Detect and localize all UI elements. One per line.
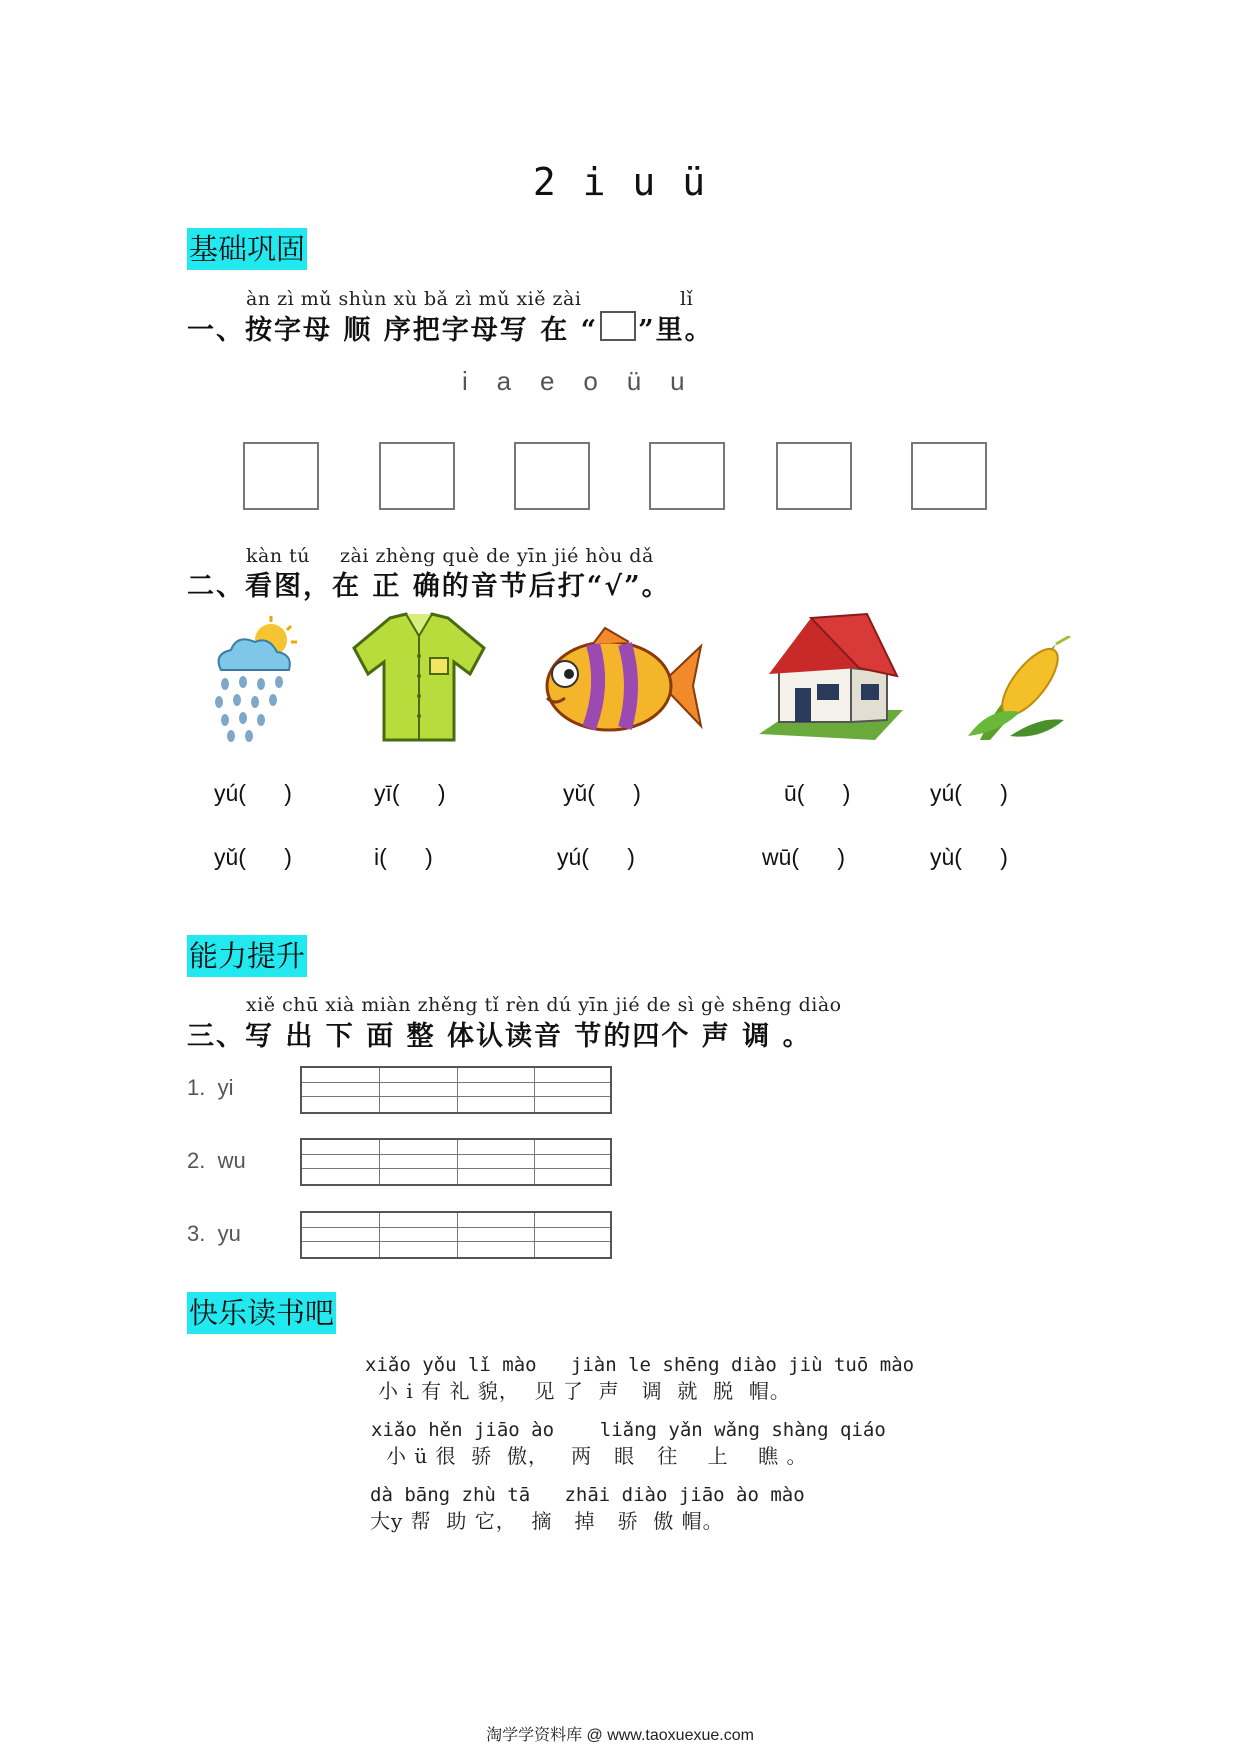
item-label-yu: 3. yu — [187, 1221, 241, 1246]
option-shirt-1[interactable]: yī( ) — [374, 780, 446, 806]
question-1 — [187, 308, 714, 347]
answer-box-3[interactable] — [514, 442, 590, 510]
corn-icon — [960, 636, 1072, 744]
option-fish-1[interactable]: yǔ( ) — [563, 780, 641, 806]
q1-pinyin: àn zì mǔ shùn xù bǎ zì mǔ xiě zài — [246, 288, 582, 310]
option-fish-2[interactable]: yú( ) — [557, 844, 635, 870]
poem-line-2-text: 小 ü 很 骄 傲， 两 眼 往 上 瞧 。 — [386, 1444, 808, 1468]
section-tag-basic: 基础巩固 — [187, 228, 307, 270]
option-corn-1[interactable]: yú( ) — [930, 780, 1008, 806]
page-title: 2 i u ü — [532, 160, 708, 204]
poem-line-2-pinyin: xiǎo hěn jiāo ào liǎng yǎn wǎng shàng qiáo — [371, 1419, 886, 1441]
fish-icon — [533, 626, 705, 744]
question-2: 二、看图，在 正 确的音节后打“√”。 — [187, 571, 671, 602]
option-rain-2[interactable]: yǔ( ) — [214, 844, 292, 870]
q2-pinyin-b: zài zhèng què de yīn jié hòu dǎ — [340, 545, 654, 567]
section-tag-reading: 快乐读书吧 — [187, 1292, 336, 1334]
poem-line-1-text: 小 i 有 礼 貌， 见 了 声 调 就 脱 帽。 — [378, 1379, 791, 1403]
answer-box-4[interactable] — [649, 442, 725, 510]
section-tag-advanced: 能力提升 — [187, 935, 307, 977]
tone-grid-wu[interactable] — [300, 1138, 612, 1186]
option-house-1[interactable]: ū( ) — [784, 780, 851, 806]
tone-grid-yu[interactable] — [300, 1211, 612, 1259]
answer-box-1[interactable] — [243, 442, 319, 510]
question-3: 三、写 出 下 面 整 体认读音 节的四个 声 调 。 — [187, 1021, 812, 1052]
answer-box-6[interactable] — [911, 442, 987, 510]
shirt-icon — [350, 612, 488, 744]
option-shirt-2[interactable]: i( ) — [374, 844, 433, 870]
tone-grid-yi[interactable] — [300, 1066, 612, 1114]
poem-line-1-pinyin: xiǎo yǒu lǐ mào jiàn le shēng diào jiù tuō mào — [365, 1354, 915, 1376]
rain-cloud-icon — [203, 612, 303, 747]
poem-line-3-text: 大y 帮 助 它， 摘 掉 骄 傲 帽。 — [370, 1509, 724, 1533]
letter-list: i a e o ü u — [462, 366, 685, 396]
q1-text-after: ”里。 — [638, 315, 714, 346]
option-rain-1[interactable]: yú( ) — [214, 780, 292, 806]
poem-line-3-pinyin: dà bāng zhù tā zhāi diào jiāo ào mào — [370, 1484, 805, 1506]
box-icon — [600, 311, 636, 341]
q3-pinyin: xiě chū xià miàn zhěng tǐ rèn dú yīn jié de sì gè shēng diào — [246, 994, 842, 1016]
footer-watermark: 淘学学资料库 @ www.taoxuexue.com — [486, 1727, 754, 1744]
option-house-2[interactable]: wū( ) — [762, 844, 846, 870]
answer-box-5[interactable] — [776, 442, 852, 510]
option-corn-2[interactable]: yù( ) — [930, 844, 1008, 870]
item-label-yi: 1. yi — [187, 1075, 234, 1100]
item-label-wu: 2. wu — [187, 1148, 246, 1173]
q1-text-before: 一、按字母 顺 序把字母写 在 “ — [187, 315, 599, 346]
q2-pinyin-a: kàn tú — [246, 545, 310, 567]
house-icon — [755, 612, 905, 742]
answer-box-2[interactable] — [379, 442, 455, 510]
q1-pinyin-li: lǐ — [680, 288, 694, 310]
